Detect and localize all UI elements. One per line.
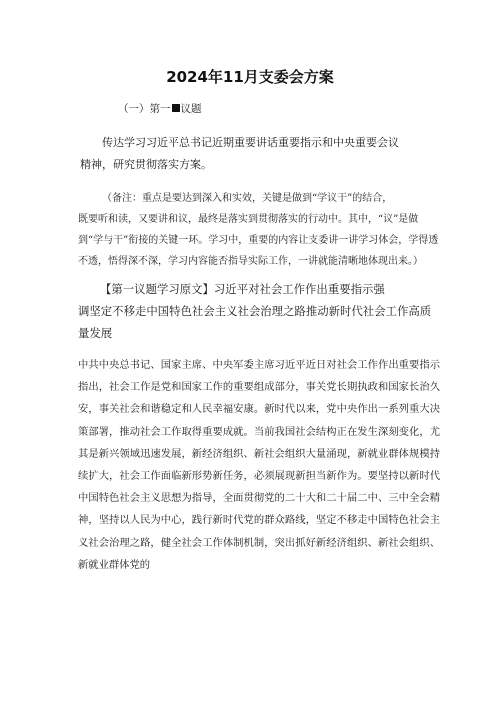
remarks-line1: （备注：重点是要达到深入和实效，关键是做到“学议干”的结合，: [102, 193, 393, 204]
agenda-item-prefix: （一）第一: [118, 103, 171, 115]
document-title: 2024年11月支委会方案: [166, 68, 334, 86]
study-text-heading: [78, 278, 438, 344]
remarks-rest: 既要听和读，又要讲和议，最终是落实到贯彻落实的行动中。其中，“议”是做到“学与干”衔接的关键一环。学习中，重要的内容让支委讲一讲学习体会，学得透不透，悟得深不深，学习内容能否指导实际工作，一讲就能清晰地体现出来。）: [78, 214, 439, 267]
remarks-paragraph: [78, 188, 440, 272]
study-text-heading-line1: 【第一议题学习原文】习近平对社会工作作出重要指示强: [100, 282, 385, 296]
agenda-description-line1: 传达学习习近平总书记近期重要讲话重要指示和中央重要会议: [102, 136, 399, 149]
agenda-description: [80, 132, 438, 176]
redacted-square-icon: [172, 104, 180, 112]
study-text-body: 中共中央总书记、国家主席、中央军委主席习近平近日对社会工作作出重要指示指出，社会工作是党和国家工作的重要组成部分，事关党长期执政和国家长治久安，事关社会和谐稳定和人民幸福安康。新时代以来，党中央作出一系列重大决策部署，推动社会工作取得重要成就。当前我国社会结构正在发生深刻变化，尤其是新兴领域迅速发展，新经济组织、新社会组织大量涌现，新就业群体规模持续扩大，社会工作面临新形势新任务，必须展现新担当新作为。要坚持以新时代中国特色社会主义思想为指导，全面贯彻党的二十大和二十届二中、三中全会精神，坚持以人民为中心，践行新时代党的群众路线，坚定不移走中国特色社会主义社会治理之路，健全社会工作体制机制，突出抓好新经济组织、新社会组织、新就业群体党的: [78, 359, 440, 571]
study-text-heading-rest: 调坚定不移走中国特色社会主义社会治理之路推动新时代社会工作高质量发展: [78, 304, 432, 340]
agenda-description-line2: 精神，研究贯彻落实方案。: [80, 158, 212, 171]
agenda-item-suffix: 议题: [180, 103, 202, 115]
agenda-item-heading: [118, 101, 202, 116]
